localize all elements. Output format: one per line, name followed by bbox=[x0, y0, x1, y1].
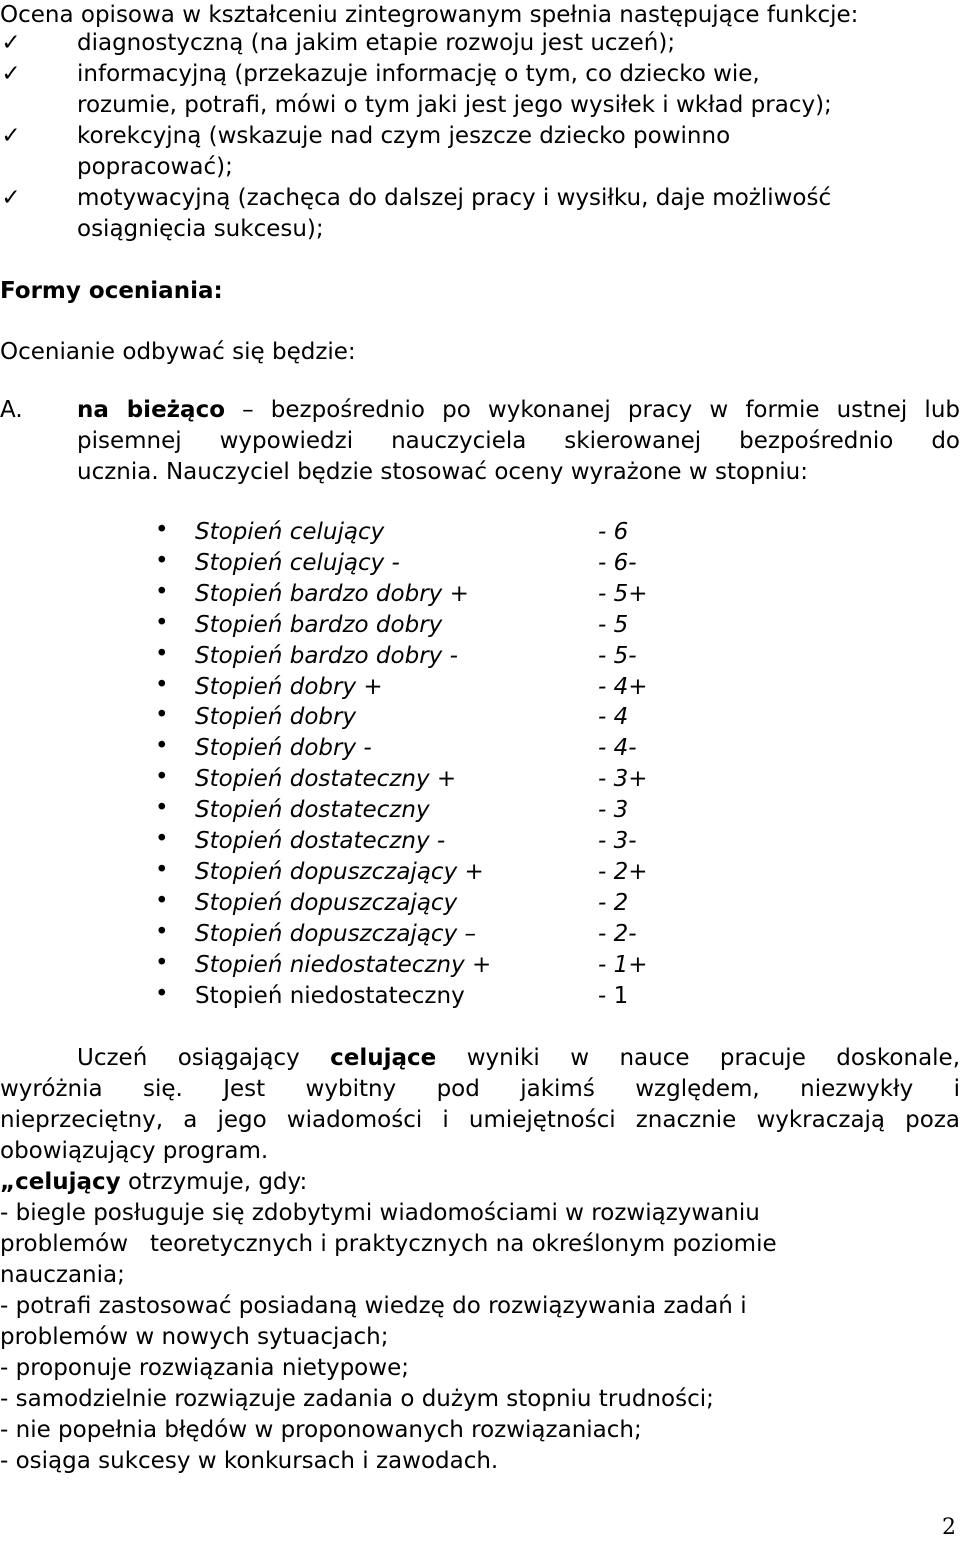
grade-value: - 6- bbox=[598, 550, 637, 576]
grade-label: Stopień bardzo dobry bbox=[195, 612, 443, 638]
criteria-line: - biegle posługuje się zdobytymi wiadomościami w rozwiązywaniu bbox=[0, 1200, 760, 1226]
criteria-line: - proponuje rozwiązania nietypowe; bbox=[0, 1355, 409, 1381]
page-number: 2 bbox=[942, 1515, 956, 1540]
function-item-3-line-1: korekcyjną (wskazuje nad czym jeszcze dziecko powinno bbox=[77, 123, 731, 149]
grade-value: - 4 bbox=[598, 704, 629, 730]
grade-value: - 6 bbox=[598, 519, 629, 545]
bullet-icon: • bbox=[155, 888, 169, 914]
grade-value: - 2+ bbox=[598, 859, 648, 885]
grade-label: Stopień bardzo dobry + bbox=[195, 581, 469, 607]
function-item-3-line-2: popracować); bbox=[77, 154, 233, 180]
grade-value: - 4+ bbox=[598, 674, 648, 700]
function-item-4-line-1: motywacyjną (zachęca do dalszej pracy i wysiłku, daje możliwość bbox=[77, 185, 832, 211]
grade-label: Stopień dostateczny bbox=[195, 797, 430, 823]
grade-value: - 1+ bbox=[598, 952, 648, 978]
bullet-icon: • bbox=[155, 826, 169, 852]
criteria-line: - osiąga sukcesy w konkursach i zawodach. bbox=[0, 1448, 499, 1474]
intro-heading: Ocena opisowa w kształceniu zintegrowanym spełnia następujące funkcje: bbox=[0, 2, 859, 28]
bullet-icon: • bbox=[155, 795, 169, 821]
celujace-paragraph-line-1: Uczeń osiągający celujące wyniki w nauce pracuje doskonale, bbox=[77, 1045, 960, 1071]
grade-label: Stopień dostateczny + bbox=[195, 766, 457, 792]
grade-label: Stopień dobry + bbox=[195, 674, 383, 700]
celujace-paragraph-line-4: obowiązujący program. bbox=[0, 1138, 269, 1164]
criteria-line: - potrafi zastosować posiadaną wiedzę do rozwiązywania zadań i bbox=[0, 1293, 747, 1319]
celujace-paragraph-line-3: nieprzeciętny, a jego wiadomości i umiejętności znacznie wykraczają poza bbox=[0, 1107, 960, 1133]
point-a-line-3: ucznia. Nauczyciel będzie stosować oceny wyrażone w stopniu: bbox=[77, 459, 808, 485]
checkmark-icon: ✓ bbox=[1, 123, 21, 149]
bullet-icon: • bbox=[155, 950, 169, 976]
bullet-icon: • bbox=[155, 610, 169, 636]
bullet-icon: • bbox=[155, 857, 169, 883]
grade-value: - 2- bbox=[598, 921, 637, 947]
grade-label: Stopień niedostateczny + bbox=[195, 952, 492, 978]
checkmark-icon: ✓ bbox=[1, 30, 21, 56]
grade-label: Stopień niedostateczny bbox=[195, 983, 465, 1009]
celujace-paragraph-line-2: wyróżnia się. Jest wybitny pod jakimś względem, niezwykły i bbox=[0, 1076, 960, 1102]
bullet-icon: • bbox=[155, 733, 169, 759]
criteria-line: - samodzielnie rozwiązuje zadania o dużym stopniu trudności; bbox=[0, 1386, 714, 1412]
grade-value: - 4- bbox=[598, 735, 637, 761]
function-item-2-line-2: rozumie, potrafi, mówi o tym jaki jest jego wysiłek i wkład pracy); bbox=[77, 92, 832, 118]
point-a-line-1: na bieżąco – bezpośrednio po wykonanej pracy w formie ustnej lub bbox=[77, 397, 960, 423]
celujacy-heading: „celujący otrzymuje, gdy: bbox=[0, 1169, 308, 1195]
grade-value: - 2 bbox=[598, 890, 629, 916]
checkmark-icon: ✓ bbox=[1, 61, 21, 87]
grade-label: Stopień bardzo dobry - bbox=[195, 643, 458, 669]
bullet-icon: • bbox=[155, 702, 169, 728]
grade-label: Stopień dopuszczający – bbox=[195, 921, 476, 947]
point-a-marker: A. bbox=[0, 397, 23, 423]
forms-subtitle: Ocenianie odbywać się będzie: bbox=[0, 339, 356, 365]
grade-label: Stopień dopuszczający + bbox=[195, 859, 484, 885]
grade-value: - 3+ bbox=[598, 766, 648, 792]
grade-value: - 5- bbox=[598, 643, 637, 669]
criteria-line: nauczania; bbox=[0, 1262, 125, 1288]
grade-label: Stopień celujący bbox=[195, 519, 385, 545]
criteria-line: problemów teoretycznych i praktycznych na określonym poziomie bbox=[0, 1231, 777, 1257]
criteria-line: - nie popełnia błędów w proponowanych rozwiązaniach; bbox=[0, 1417, 642, 1443]
bullet-icon: • bbox=[155, 764, 169, 790]
grade-value: - 5 bbox=[598, 612, 629, 638]
checkmark-icon: ✓ bbox=[1, 185, 21, 211]
bullet-icon: • bbox=[155, 672, 169, 698]
bullet-icon: • bbox=[155, 981, 169, 1007]
grade-label: Stopień dostateczny - bbox=[195, 828, 446, 854]
criteria-line: problemów w nowych sytuacjach; bbox=[0, 1324, 389, 1350]
function-item-1: diagnostyczną (na jakim etapie rozwoju jest uczeń); bbox=[77, 30, 676, 56]
grade-value: - 3 bbox=[598, 797, 629, 823]
grade-label: Stopień dopuszczający bbox=[195, 890, 458, 916]
grade-value: - 5+ bbox=[598, 581, 648, 607]
function-item-2-line-1: informacyjną (przekazuje informację o tym, co dziecko wie, bbox=[77, 61, 760, 87]
grade-label: Stopień dobry bbox=[195, 704, 357, 730]
bullet-icon: • bbox=[155, 548, 169, 574]
point-a-line-2: pisemnej wypowiedzi nauczyciela skierowanej bezpośrednio do bbox=[77, 428, 960, 454]
function-item-4-line-2: osiągnięcia sukcesu); bbox=[77, 216, 324, 242]
bullet-icon: • bbox=[155, 641, 169, 667]
bullet-icon: • bbox=[155, 919, 169, 945]
forms-title: Formy oceniania: bbox=[0, 278, 223, 304]
bullet-icon: • bbox=[155, 517, 169, 543]
grade-label: Stopień celujący - bbox=[195, 550, 400, 576]
grade-label: Stopień dobry - bbox=[195, 735, 372, 761]
bullet-icon: • bbox=[155, 579, 169, 605]
grade-value: - 3- bbox=[598, 828, 637, 854]
grade-value: - 1 bbox=[598, 983, 629, 1009]
